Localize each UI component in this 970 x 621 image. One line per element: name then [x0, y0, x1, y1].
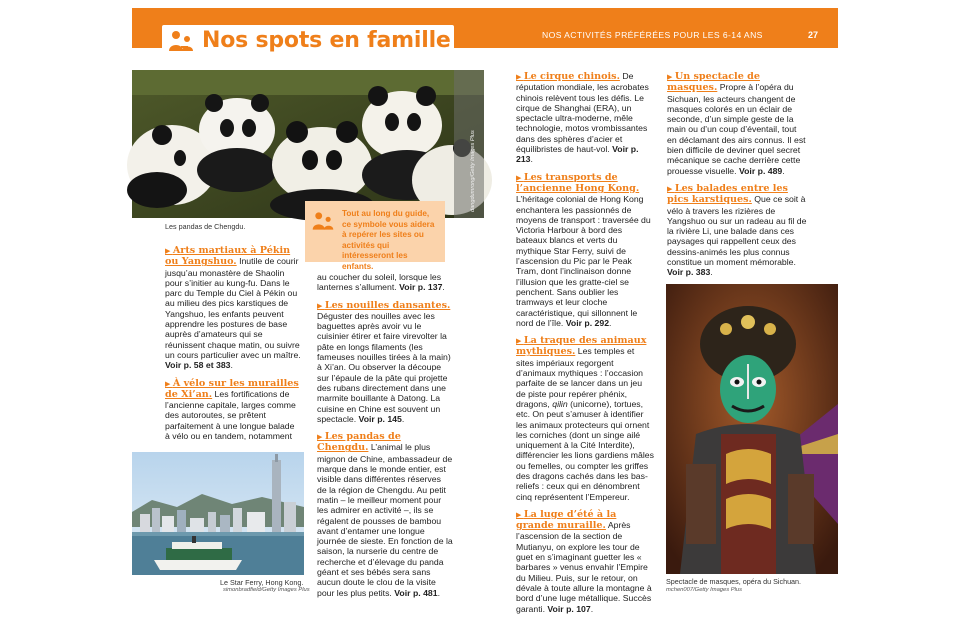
section-velo-cont: au coucher du soleil, lorsque les lanternes s’allument. Voir p. 137. [317, 272, 445, 293]
ferry-caption: Le Star Ferry, Hong Kong. [220, 578, 304, 587]
section-balades: ▶ Les balades entre les pics karstiques. Que ce soit à vélo à travers les rizières de Yangshuo ou sur un radeau au fil de la rivière Li, une balade dans ces paysages qui rappellent ceux des dessins-animés les plus connus constitue un moment mémorable. Voir p. 383. [667, 183, 807, 278]
heading-luge: ▶ La luge d’été à la grande muraille. [516, 509, 616, 531]
callout-text: Tout au long du guide, ce symbole vous aidera à repérer les sites ou activités qui intéresseront les enfants. [342, 209, 435, 271]
family-icon [167, 30, 195, 52]
ref-transports: Voir p. 292 [565, 317, 610, 328]
ref-balades: Voir p. 383 [667, 267, 711, 278]
section-nouilles: ▶ Les nouilles dansantes. Déguster des nouilles avec les baguettes après avoir vu le cuisinier étirer et faire virevolter la pâte en longs filaments (les fameuses nouilles tirées à la main) à Xi’an. Ou observer la découpe sur l’épaule de la pâte qui projette des rubans directement dans une marmite bouillante à Datong. La cuisine en Chine est souvent un spectacle. Voir p. 145. [317, 300, 453, 425]
text-traque-italic: qilin [552, 398, 568, 409]
column-2 [317, 272, 453, 605]
ref-velo: Voir p. 137 [399, 282, 443, 293]
heading-cirque: ▶ Le cirque chinois. [516, 71, 620, 82]
text-pandas: L’animal le plus mignon de Chine, ambassadeur de marque dans le monde entier, est visible dans différentes réserves de la région de Chengdu. Au petit matin – le meilleur moment pour les admirer en activité –, ils se régalent de pousses de bambou avant d’entamer une longue journée de sieste. En fonction de la saison, la nurserie du centre de recherche et d’élevage du panda géant et ses bébés sera sans aucun doute le clou de la visite pour les plus petits. [317, 442, 453, 598]
section-pandas: ▶ Les pandas de Chengdu. L’animal le plus mignon de Chine, ambassadeur de marque dans le monde entier, est visible dans différentes réserves de la région de Chengdu. Au petit matin – le meilleur moment pour les admirer en activité –, ils se régalent de pousses de bambou avant d’entamer une longue journée de sieste. En fonction de la saison, la nurserie du centre de recherche et d’élevage du panda géant et ses bébés sera sans aucun doute le clou de la visite pour les plus petits. Voir p. 481. [317, 431, 453, 598]
ref-luge: Voir p. 107 [547, 603, 591, 614]
text-arts: Inutile de courir jusqu’au monastère de Shaolin pour s’initier au kung-fu. Dans le parc du Temple du Ciel à Pékin ou au milieu des pics karstiques de Yangshuo, les enfants peuvent apprendre les postures de base auprès d’amateurs qui se réunissent chaque matin, ou suivre un cours particulier avec un maître. [165, 256, 301, 360]
column-3 [516, 71, 654, 621]
opera-credit: mchen007/Getty Images Plus [666, 587, 743, 593]
title-box [162, 25, 454, 56]
heading-velo: ▶ À vélo sur les murailles de Xi’an. [165, 378, 299, 400]
section-traque [516, 335, 654, 502]
text-luge: Après l’ascension de la section de Mutianyu, on explore les tour de guet en s’imaginant guetter les « barbares » venus envahir l’Empire du Milieu. Puis, sur le retour, on dévale à toute allure la montagne à bord d’une luge métallique. Succès garanti. [516, 520, 652, 614]
text-masques: Propre à l’opéra du Sichuan, les acteurs changent de masques colorés en un éclair de seconde, d’un simple geste de la main ou d’un coup d’éventail, tout en déclamant des airs connus. Il est bien difficile de deviner quel secret mécanique se cache derrière cette prouesse visuelle. [667, 82, 806, 176]
heading-nouilles: ▶ Les nouilles dansantes. [317, 300, 450, 311]
text-traque-b: (unicorne), tortues, etc. On peut s’amuser à identifier les animaux protecteurs qui ornent les corniches (dont un singe ailé uniquement à la Cité Interdite), différencier les lions gardiens mâles ou femelles, ou compter les griffes des dragons cachés dans les bas-reliefs : ceux qui en dénombrent cinq représentent l’Empereur. [516, 398, 654, 502]
page-title: Nos spots en famille [202, 28, 451, 53]
ref-arts: Voir p. 58 et 383 [165, 360, 231, 371]
heading-arts: ▶ Arts martiaux à Pékin ou Yangshuo. [165, 245, 290, 267]
heading-balades: ▶ Les balades entre les pics karstiques. [667, 183, 788, 205]
column-4 [667, 71, 807, 285]
heading-masques: ▶ Un spectacle de masques. [667, 71, 760, 93]
ref-cirque: Voir p. 213 [516, 144, 639, 165]
ferry-credit: simonbradfield/Getty Images Plus [223, 587, 310, 593]
column-1 [165, 245, 301, 448]
section-transports: ▶ Les transports de l’ancienne Hong Kong. L’héritage colonial de Hong Kong enchantera les passionnés de moyens de transport : traversée du Victoria Harbour à bord des bateaux blancs et verts du mythique Star Ferry, suivi de l’ascension du Pic par le Peak Tram, dont l’inclinaison donne l’illusion que les gratte-ciel se penchent. Sans oublier les tramways et leur cloche caractéristique, qui sillonnent le nord de l’île. Voir p. 292. [516, 172, 654, 328]
text-velo: Les fortifications de l’ancienne capitale, larges comme des autoroutes, se prêtent parfaitement à une longue balade à vélo ou en tandem, notamment [165, 388, 296, 442]
text-cirque: De réputation mondiale, les acrobates chinois relèvent tous les défis. Le cirque de Shanghai (ERA), un spectacle ultra-moderne, mêle technologie, motos vrombissantes dans des sphères d’acier et équilibristes de haut-vol. [516, 71, 649, 155]
callout-box [305, 201, 445, 271]
page-subtitle: NOS ACTIVITÉS PRÉFÉRÉES POUR LES 6-14 ANS [542, 30, 763, 40]
text-traque-a: Les temples et sites impériaux regorgent d’animaux mythiques : l’occasion parfaite de se lancer dans un jeu de piste pour repérer phénix, dragons, [516, 346, 643, 409]
family-icon [311, 211, 335, 231]
heading-pandas: ▶ Les pandas de Chengdu. [317, 431, 401, 453]
section-luge: ▶ La luge d’été à la grande muraille. Après l’ascension de la section de Mutianyu, on explore les tour de guet en s’imaginant guetter les « barbares » venus envahir l’Empire du Milieu. Puis, sur le retour, on dévale à toute allure la montagne à bord d’une luge métallique. Succès garanti. Voir p. 107. [516, 509, 654, 614]
heading-transports: ▶ Les transports de l’ancienne Hong Kong. [516, 172, 639, 194]
ref-pandas: Voir p. 481 [394, 587, 438, 598]
opera-photo [666, 284, 838, 574]
section-masques: ▶ Un spectacle de masques. Propre à l’opéra du Sichuan, les acteurs changent de masques colorés en un éclair de seconde, d’un simple geste de la main ou d’un coup d’éventail, tout en déclamant des airs connus. Il est bien difficile de deviner quel secret mécanique se cache derrière cette prouesse visuelle. Voir p. 489. [667, 71, 807, 176]
ferry-photo [132, 452, 304, 575]
text-transports: L’héritage colonial de Hong Kong enchantera les passionnés de moyens de transport : traversée du Victoria Harbour à bord des bateaux blancs et verts du mythique Star Ferry, suivi de l’ascension du Pic par le Peak Tram, dont l’inclinaison donne l’illusion que les gratte-ciel se penchent. Sans oublier les tramways et leur cloche caractéristique, qui sillonnent le nord de l’île. [516, 194, 651, 328]
pandas-credit: dangdumrong/Getty Images Plus [470, 130, 476, 212]
pandas-caption: Les pandas de Chengdu. [165, 222, 246, 231]
text-balades: Que ce soit à vélo à travers les rizières de Yangshuo ou sur un radeau au fil de la rivière Li, une balade dans ces paysages qui rappellent ceux des dessins-animés les plus connus constitue un moment mémorable. [667, 194, 807, 268]
section-velo [165, 378, 301, 442]
section-cirque: ▶ Le cirque chinois. De réputation mondiale, les acrobates chinois relèvent tous les défis. Le cirque de Shanghai (ERA), un spectacle ultra-moderne, mêle technologie, motos vrombissantes dans des sphères d’acier et équilibristes de haut-vol. Voir p. 213. [516, 71, 654, 165]
pandas-photo [132, 70, 484, 218]
heading-traque: ▶ La traque des animaux mythiques. [516, 335, 646, 357]
ref-masques: Voir p. 489 [738, 165, 783, 176]
opera-caption: Spectacle de masques, opéra du Sichuan. [666, 577, 802, 586]
text-nouilles: Déguster des nouilles avec les baguettes après avoir vu le cuisinier étirer et faire virevolter la pâte en longs filaments (les fameuses nouilles tirées à la main) à Xi’an. Ou observer la découpe sur l’épaule de la pâte qui projette des rubans directement dans une marmite bouillante à Datong. La cuisine en Chine est souvent un spectacle. [317, 310, 451, 424]
text-velo-cont: au coucher du soleil, lorsque les lanternes s’allument. [317, 272, 442, 293]
section-arts: ▶ Arts martiaux à Pékin ou Yangshuo. Inutile de courir jusqu’au monastère de Shaolin pour s’initier au kung-fu. Dans le parc du Temple du Ciel à Pékin ou au milieu des pics karstiques de Yangshuo, les enfants peuvent apprendre les postures de base auprès d’amateurs qui se réunissent chaque matin, ou suivre un cours particulier avec un maître. Voir p. 58 et 383. [165, 245, 301, 371]
page-number: 27 [808, 30, 819, 40]
ref-nouilles: Voir p. 145 [358, 413, 402, 424]
